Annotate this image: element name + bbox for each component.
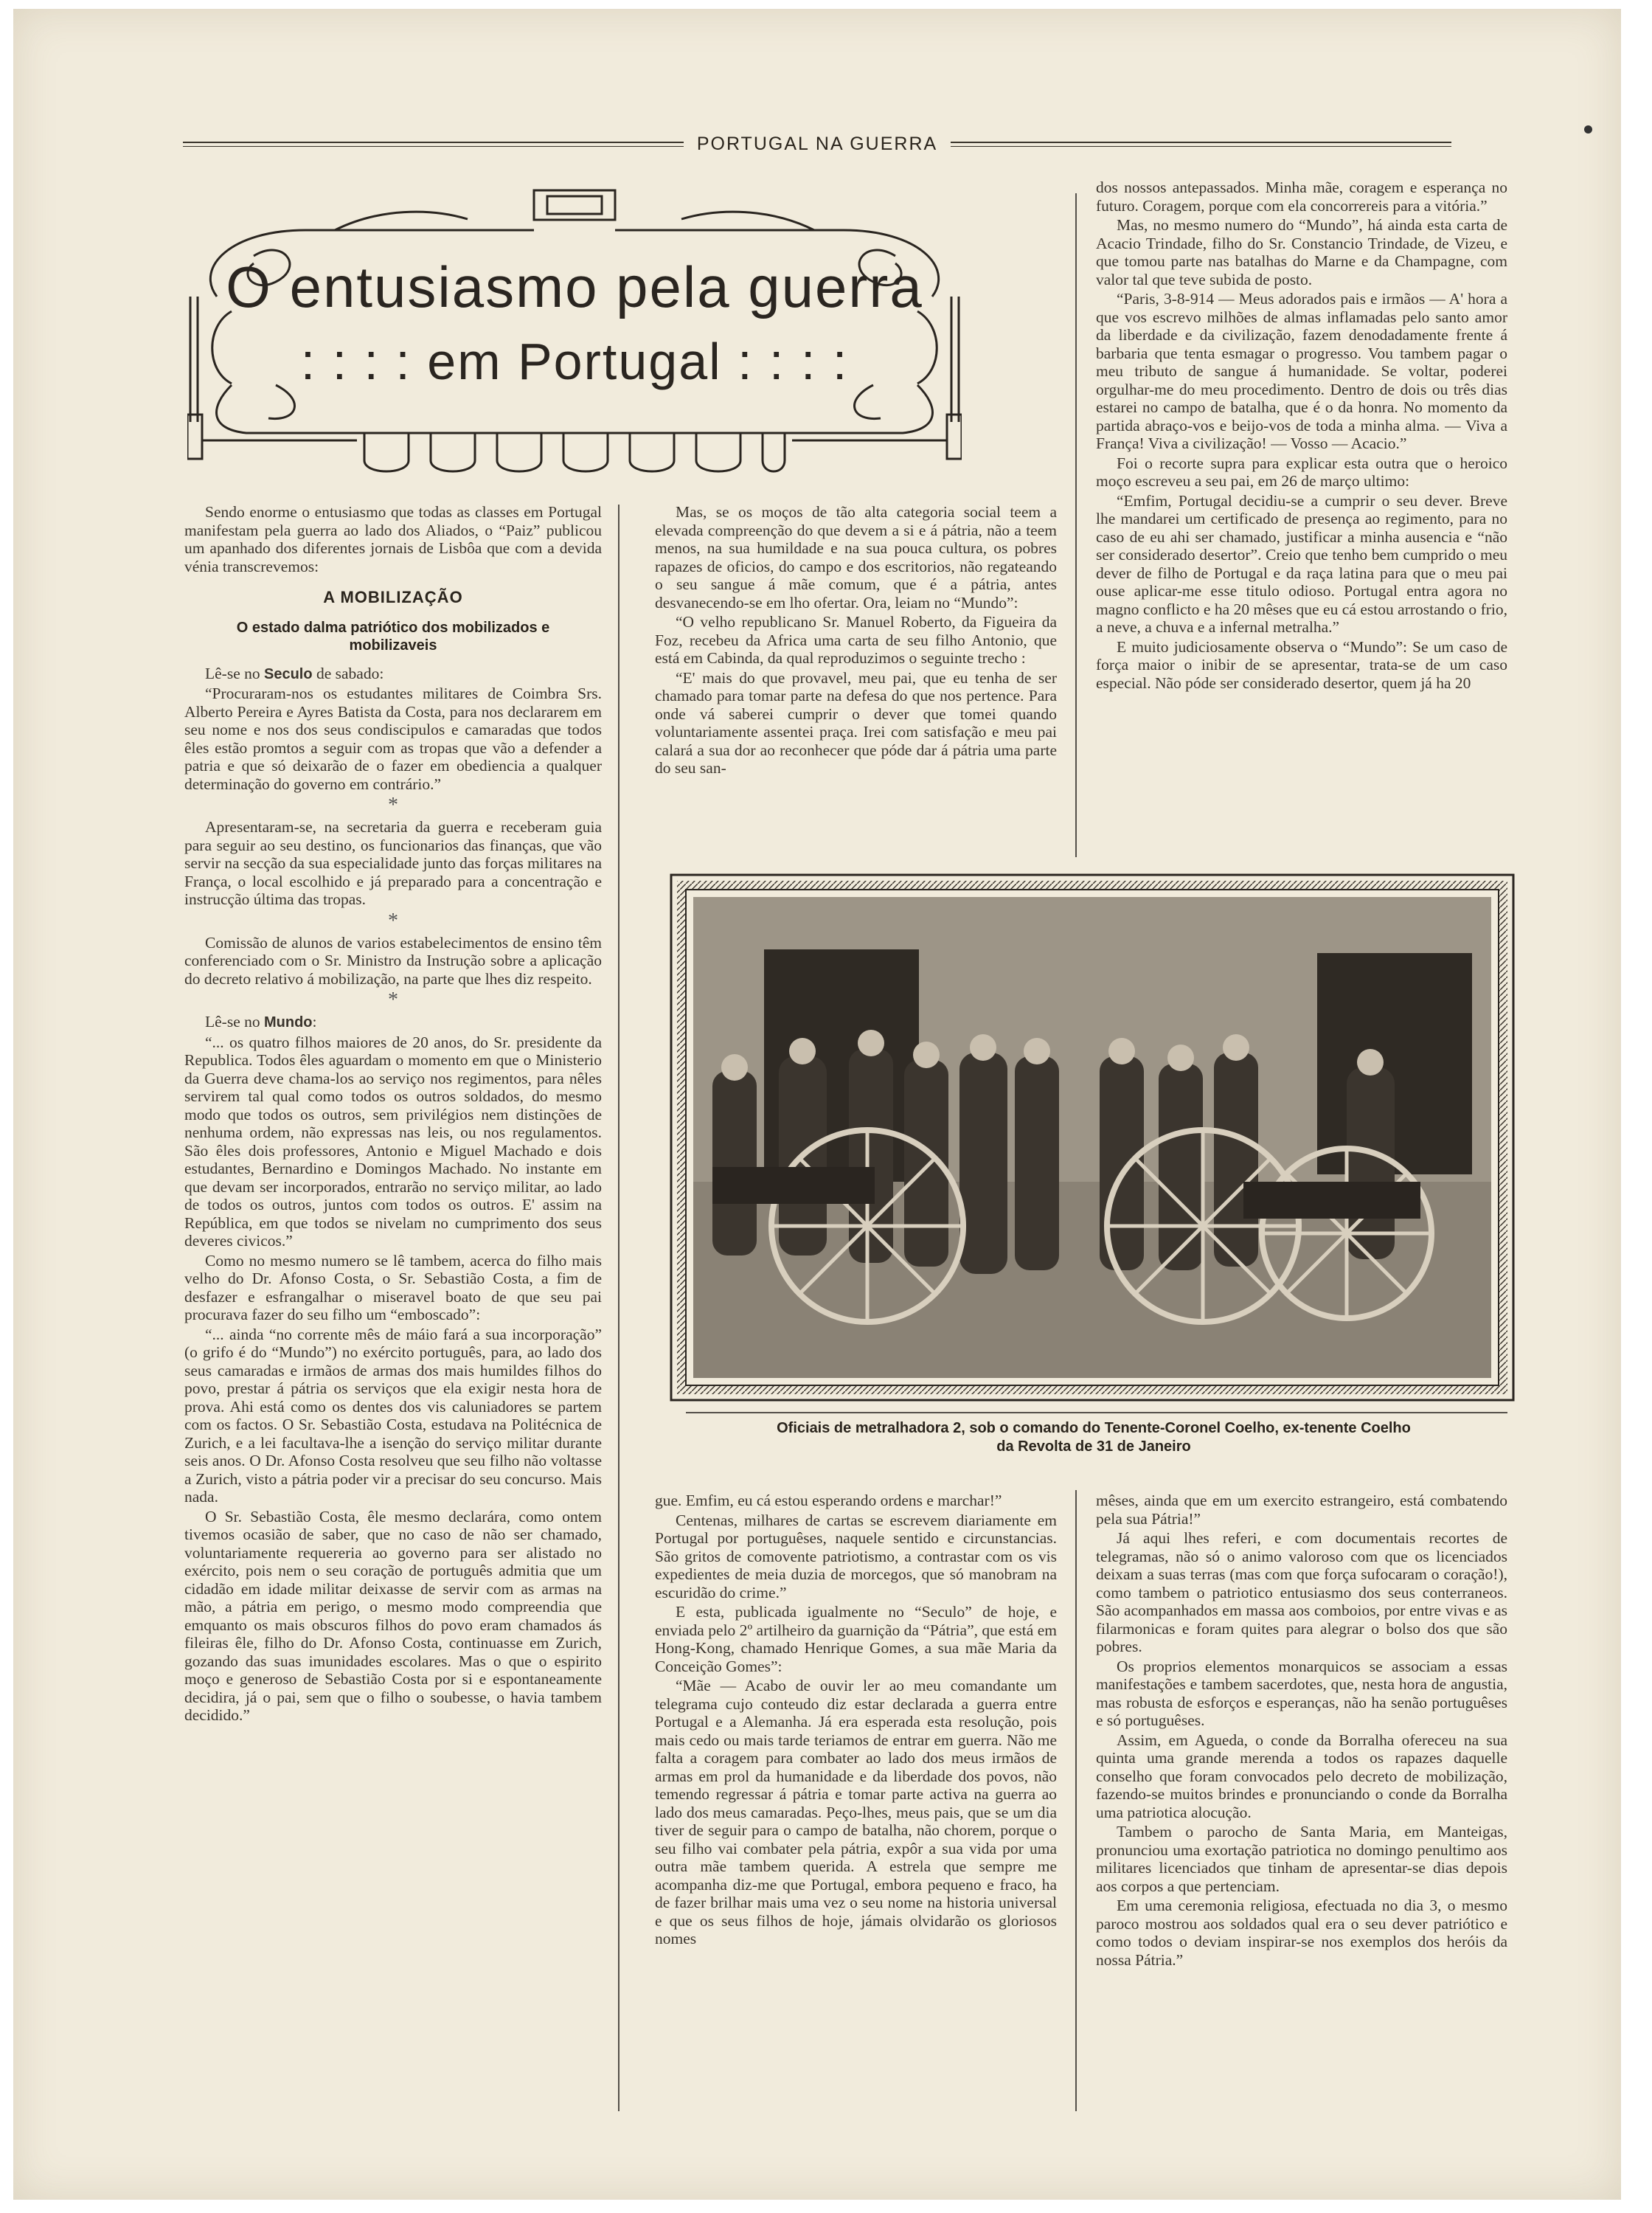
paragraph: E muito judiciosamente observa o “Mundo”: Se um caso de força maior o inibir de se apresentar, trata-se de um caso especial. Não póde ser considerado desertor, quem já ha 20 [1096, 637, 1507, 692]
photo-caption [677, 1419, 1510, 1456]
paragraph: Tambem o parocho de Santa Maria, em Manteigas, pronunciou uma exortação patriotica no domingo penultimo aos militares licenciados que tinham de apresentar-se dias depois aos corpos a que pertenciam. [1096, 1823, 1507, 1895]
paragraph: mêses, ainda que em um exercito estrangeiro, está combatendo pela sua Pátria!” [1096, 1492, 1507, 1528]
paragraph: Em uma ceremonia religiosa, efectuada no dia 3, o mesmo paroco mostrou aos soldados qual era o seu dever patriótico e como todos o deviam inspirar-se nos exemplos dos heróis da nossa Pátria.” [1096, 1897, 1507, 1969]
paragraph: Apresentaram-se, na secretaria da guerra e receberam guia para seguir ao seu destino, os funcionarios das finanças, que vão servir na secção da sua especialidade junto das forças militares na França, o local escolhido e já preparado para a concentração e instrucção última das tropas. [184, 818, 602, 908]
paragraph: Lê-se no Mundo: [205, 1013, 317, 1031]
column-rule-left-bottom [618, 1492, 620, 2111]
paragraph: gue. Emfim, eu cá estou esperando ordens e marchar!” [655, 1492, 1002, 1509]
column-rule-right-bottom [1075, 1490, 1077, 2111]
paragraph: “... os quatro filhos maiores de 20 anos, do Sr. presidente da Republica. Todos êles aguardam o momento em que o Ministerio da Guerra deve chama-los ao serviço nos regimentos, para nêles servirem tal qual como todos os outros soldados, do mesmo modo que todos os outros, sem privilégios nem distinções de nenhuma ordem, não expressas nas leis, ou nos regulamentos. São êles dois professores, Antonio e Miguel Machado e dois estudantes, Bernardino e Domingos Machado. No instante em que devam ser incorporados, entrarão no serviço militar, ao lado de todos os outros, juntos com todos os outros. E' assim na República, em que todos se nivelam no cumprimento dos seus deveres civicos.” [184, 1033, 602, 1250]
photograph [668, 872, 1516, 1403]
paragraph: Comissão de alunos de varios estabelecimentos de ensino têm conferenciado com o Sr. Ministro da Instrução sobre a aplicação do decreto relativo á mobilização, na parte que lhes diz respeito. [184, 933, 602, 988]
photo-caption-line1: Oficiais de metralhadora 2, sob o comando do Tenente-Coronel Coelho, ex-tenente Coelho [777, 1420, 1411, 1436]
running-head [183, 129, 1451, 159]
newspaper-name: Mundo [264, 1014, 313, 1031]
separator-asterisk: * [388, 988, 398, 1011]
photo-officers-machine-guns [668, 872, 1516, 1403]
paragraph: dos nossos antepassados. Minha mãe, coragem e esperança no futuro. Coragem, porque com ela concorrereis para a vitória.” [1096, 179, 1507, 215]
separator-asterisk: * [388, 909, 398, 932]
paragraph: Mas, se os moços de tão alta categoria social teem a elevada compreenção do que devem a si e á pátria, não a teem menos, na sua humildade e na sua pouca cultura, os pobres rapazes de oficios, do campo e dos escritorios, não regateando o seu sangue á mãe comum, que é a pátria, antes desvanecendo-se em lho ofertar. Ora, leiam no “Mundo”: [655, 503, 1057, 612]
paragraph: E esta, publicada igualmente no “Seculo” de hoje, e enviada pelo 2º artilheiro da guarnição da “Pátria”, que está em Hong-Kong, chamado Henrique Gomes, a sua mãe Maria da Conceição Gomes”: [655, 1603, 1057, 1675]
paragraph: Foi o recorte supra para explicar esta outra que o heroico moço escreveu a seu pai, em 26 de março ultimo: [1096, 454, 1507, 490]
paragraph: Assim, em Agueda, o conde da Borralha ofereceu na sua quinta uma grande merenda a todos os rapazes daquelle conselho que foram convocados pelo decreto de mobilização, fazendo-se muitos brindes e pronunciando o conde da Borralha uma patriotica alocução. [1096, 1731, 1507, 1821]
paragraph: “Paris, 3-8-914 — Meus adorados pais e irmãos — A' hora a que vos escrevo milhões de almas inflamadas pelo santo amor da liberdade e da civilização, fazem denodadamente frente á barbaria que tenta esmagar o progresso. Vou tambem pagar o meu tributo de sangue á humanidade. Se voltar, poderei orgulhar-me do meu procedimento. Dentro de dois ou três dias estarei no campo de batalha, que é o da honra. No momento da partida abraço-vos e beijo-vos de toda a minha alma. — Viva a França! Viva a civilização! — Vosso — Acacio.” [1096, 290, 1507, 452]
column-1 [184, 503, 602, 1726]
paragraph: “O velho republicano Sr. Manuel Roberto, da Figueira da Foz, recebeu da Africa uma carta de seu filho Antonio, que está em Cabinda, da qual reproduzimos o seguinte trecho : [655, 613, 1057, 667]
paragraph: “... ainda “no corrente mês de máio fará a sua incorporação” (o grifo é do “Mundo”) no exército português, para, ao lado dos seus camaradas e irmãos de armas dos mais humildes filhos do povo, prestar á pátria os serviços que ela exigir nesta hora de prova. Ahi está como os dentes dos vis caluniadores se partem com os factos. O Sr. Sebastião Costa, estudava na Politécnica de Zurich, e a lei facultava-lhe a isenção do serviço militar durante seis anos. O Dr. Afonso Costa resolveu que seu filho não voltasse a Zurich, visto a pátria poder vir a precisar do seu concurso. Mais nada. [184, 1325, 602, 1506]
column-2-bottom [655, 1492, 1057, 1950]
newspaper-name: Seculo [264, 665, 313, 682]
paragraph: Mas, no mesmo numero do “Mundo”, há ainda esta carta de Acacio Trindade, filho do Sr. Constancio Trindade, de Vizeu, e que tomou parte nas batalhas do Marne e da Champagne, com valor tal que teve subida de posto. [1096, 216, 1507, 288]
paragraph: “Procuraram-nos os estudantes militares de Coimbra Srs. Alberto Pereira e Ayres Batista da Costa, para nos declararem em seu nome e nos dos seus condiscipulos e camaradas que todos êles estão promtos a seguir com as tropas que vão a defender a patria e que só deixarão de o fazer em obediencia a qualquer determinação do governo em contrário.” [184, 685, 602, 793]
paragraph: Os proprios elementos monarquicos se associam a essas manifestações e tambem sacerdotes, que, nesta hora de angustia, mas robusta de esforços e esperanças, não ha senão portuguêses e só portuguêses. [1096, 1657, 1507, 1729]
column-3-top [1096, 179, 1507, 693]
running-head-text: PORTUGAL NA GUERRA [696, 133, 938, 154]
photo-caption-line2: da Revolta de 31 de Janeiro [996, 1438, 1191, 1455]
running-head-rule-right [951, 142, 1451, 147]
paragraph: Como no mesmo numero se lê tambem, acerca do filho mais velho do Dr. Afonso Costa, o Sr. Sebastião Costa, a fim de desfazer e esfrangalhar o miseravel boato de que seu pai procurava fazer do seu filho um “emboscado”: [184, 1251, 602, 1323]
column-3-bottom [1096, 1492, 1507, 1970]
paragraph: Centenas, milhares de cartas se escrevem diariamente em Portugal por portuguêses, naquele sentido e circunstancias. São gritos de comovente patriotismo, a contrastar com os vis expedientes de meia duzia de morcegos, que só manobram na escuridão do crime.” [655, 1511, 1057, 1601]
subsection-heading: O estado dalma patriótico dos mobilizados e mobilizaveis [236, 619, 550, 654]
article-title-line1: O entusiasmo pela guerra [226, 254, 923, 319]
paragraph: “E' mais do que provavel, meu pai, que eu tenha de ser chamado para tomar parte na defesa do que nos pertence. Para onde vá saberei cumprir o dever que tomei quando voluntariamente assentei praça. Irei com satisfação e meu pai calará a sua dor ao reconhecer que póde dar á pátria uma parte do seu san- [655, 668, 1057, 777]
paragraph: Lê-se no Seculo de sabado: [205, 664, 384, 682]
newspaper-page [13, 9, 1621, 2200]
ink-dot [1584, 125, 1592, 134]
caption-rule [686, 1412, 1507, 1413]
separator-asterisk: * [388, 794, 398, 817]
running-head-rule-left [183, 142, 684, 147]
intro-paragraph: Sendo enorme o entusiasmo que todas as classes em Portugal manifestam pela guerra ao lado dos Aliados, o “Paiz” publicou um apanhado dos diferentes jornais de Lisbôa que com a devida vénia transcrevemos: [184, 503, 602, 575]
column-rule-right-top [1075, 193, 1077, 857]
column-rule-left-top [618, 505, 620, 1567]
paragraph: “Emfim, Portugal decidiu-se a cumprir o seu dever. Breve lhe mandarei um certificado de presença ao regimento, para no caso de eu ahi ser chamado, justificar a minha ausencia e “não ser considerado desertor”. Creio que tenho bem cumprido o meu dever de filho de Portugal e da raça latina para que o meu pai ouse aplicar-me esse titulo odioso. Portugal entra agora no magno conflicto e ha 20 mêses que eu cá estou arrostando o frio, a neve, a chuva e a infernal metralha.” [1096, 491, 1507, 636]
section-heading: A MOBILIZAÇÃO [323, 588, 463, 606]
article-title-ornament [187, 186, 962, 481]
paragraph: Já aqui lhes referi, e com documentais recortes de telegramas, não só o animo valoroso com que os licenciados deixam a suas terras (mas com que força sufocaram o coração!), como tambem o patriotico entusiasmo dos seus conterraneos. São acompanhados em massa aos comboios, por entre vivas e as filarmonicas e foram quites para alegrar o bolso dos que são pobres. [1096, 1529, 1507, 1655]
paragraph: “Mãe — Acabo de ouvir ler ao meu comandante um telegrama cujo conteudo diz estar declarada a guerra entre Portugal e a Alemanha. Já era esperada esta resolução, pois mais cedo ou mais tarde teriamos de entrar em guerra. Não me falta a coragem para combater ao lado dos meus irmãos de armas em prol da humanidade e da liberdade dos povos, não temendo regressar á pátria e tomar parte activa na guerra ao lado dos meus camaradas. Peço-lhes, meus pais, que se um dia tiver de seguir para o campo de batalha, não chorem, porque o seu filho vai combater pela pátria, expôr a sua vida por uma outra mãe tambem querida. A estrela que sempre me acompanha diz-me que Portugal, embora pequeno e fraco, ha de fazer brilhar mais uma vez o seu nome na historia universal e que os seus filhos de hoje, jámais olvidarão os gloriosos nomes [655, 1677, 1057, 1947]
article-title-line2: : : : : em Portugal : : : : [300, 333, 849, 390]
column-2-top [655, 503, 1057, 779]
paragraph: O Sr. Sebastião Costa, êle mesmo declarára, como ontem tivemos ocasião de saber, que no caso de não ser chamado, voluntariamente requereria ao governo para ser alistado no exército, pois nem o seu coração de português admitia que um cidadão em idade militar deixasse de servir com as armas na mão, a pátria em perigo, o mesmo modo compreendia que emquanto os mais obscuros filhos do povo eram chamados ás fileiras êle, filho do Dr. Afonso Costa, continuasse em Zurich, gozando das suas imunidades escolares. Mas o que o espirito moço e generoso de Sebastião Costa por si e espontaneamente decidira, já o pai, sem que o filho o soubesse, o havia tambem decidido.” [184, 1507, 602, 1724]
